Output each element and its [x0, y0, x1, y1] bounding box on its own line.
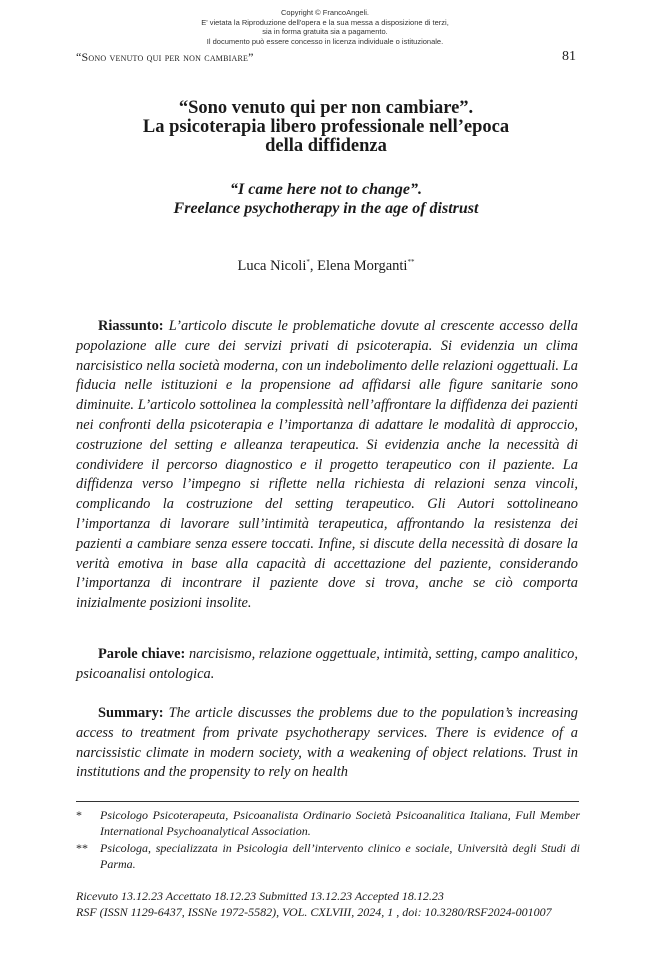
title-line: della diffidenza [265, 136, 387, 156]
article-title-english [76, 180, 576, 218]
keywords-label: Parole chiave: [98, 646, 186, 662]
received-dates: Ricevuto 13.12.23 Accettato 18.12.23 Submitted 13.12.23 Accepted 18.12.23 [76, 889, 444, 903]
page-number: 81 [562, 49, 576, 64]
copyright-line: Il documento può essere concesso in licenza individuale o istituzionale. [206, 36, 444, 46]
title-line: “Sono venuto qui per non cambiare”. [178, 98, 474, 118]
author-name: Elena Morganti [317, 258, 408, 274]
abstract-text: L’articolo discute le problematiche dovute al crescente accesso della popolazione alle cure dei servizi privati di psicoterapia. Si evidenzia un clima narcisistico nella società moderna, con un indebolimento delle relazioni oggettuali. La fiducia nelle istituzioni e la propensione ad affidarsi alle figure sanitarie sono diminuite. L’articolo sottolinea la complessità nell’affrontare la diffidenza dei pazienti nei confronti della psicoterapia e l’importanza di adattare le modalità di approccio, costruzione del setting e alleanza terapeutica. Si evidenzia anche la necessità di condividere il percorso diagnostico e il progetto terapeutico con il paziente. La diffidenza verso l’impegno si riflette nella richiesta di relazioni senza vincoli, complicando la costruzione del setting terapeutico. Gli Autori sottolineano l’importanza di lavorare sull’intimità terapeutica, affrontando la resistenza dei pazienti a cambiare senza essere toccati. Infine, si discute della necessità di dosare la verità emotiva in base alla capacità di accettazione del paziente, considerando l’importanza di incontrare il paziente dove si trova, anche se ciò comporta inizialmente posizioni insolite. [76, 318, 578, 612]
keywords-italian [76, 645, 578, 685]
keywords-text: narcisismo, relazione oggettuale, intimità, setting, campo analitico, psicoanalisi ontologica. [76, 646, 578, 682]
footnote-mark: * [76, 808, 82, 822]
footnote [76, 807, 580, 839]
author-separator: , [309, 258, 318, 274]
footnote-text: Psicologo Psicoterapeuta, Psicoanalista Ordinario Società Psicoanalitica Italiana, Full Member International Psychoanalytical Association. [100, 808, 580, 838]
copyright-line: E' vietata la Riproduzione dell'opera e la sua messa a disposizione di terzi, [201, 17, 449, 27]
footnote-mark: ** [76, 841, 88, 855]
footnote-divider [76, 801, 579, 802]
running-head-title: “Sono venuto qui per non cambiare” [76, 50, 254, 64]
footnote [76, 840, 580, 872]
abstract-italian [76, 317, 578, 614]
summary-label: Summary: [98, 705, 164, 721]
footnote-mark: * [306, 258, 310, 267]
copyright-line: sia in forma gratuita sia a pagamento. [262, 27, 388, 36]
title-line: “I came here not to change”. [230, 181, 422, 198]
author-name: Luca Nicoli [237, 258, 307, 274]
publication-info [76, 888, 586, 920]
footnotes [76, 807, 580, 873]
abstract-english [76, 704, 578, 782]
footnote-mark: ** [407, 258, 415, 267]
copyright-notice [0, 8, 650, 46]
title-line: La psicoterapia libero professionale nell’epoca [142, 117, 510, 137]
running-head [76, 50, 576, 65]
summary-text: The article discusses the problems due to the population’s increasing access to treatment from private psychotherapy services. There is evidence of a narcissistic climate in modern society, with a weakening of object relations. Trust in institutions and the propensity to rely on health [76, 705, 578, 781]
copyright-line: Copyright © FrancoAngeli. [280, 8, 370, 17]
authors [76, 258, 576, 275]
abstract-label: Riassunto: [98, 318, 164, 334]
article-title-italian [76, 99, 576, 156]
title-line: Freelance psychotherapy in the age of distrust [173, 200, 479, 217]
footnote-text: Psicologa, specializzata in Psicologia dell’intervento clinico e sociale, Università degli Studi di Parma. [100, 841, 580, 871]
journal-citation: RSF (ISSN 1129-6437, ISSNe 1972-5582), VOL. CXLVIII, 2024, 1 , doi: 10.3280/RSF2024-001007 [76, 905, 552, 919]
